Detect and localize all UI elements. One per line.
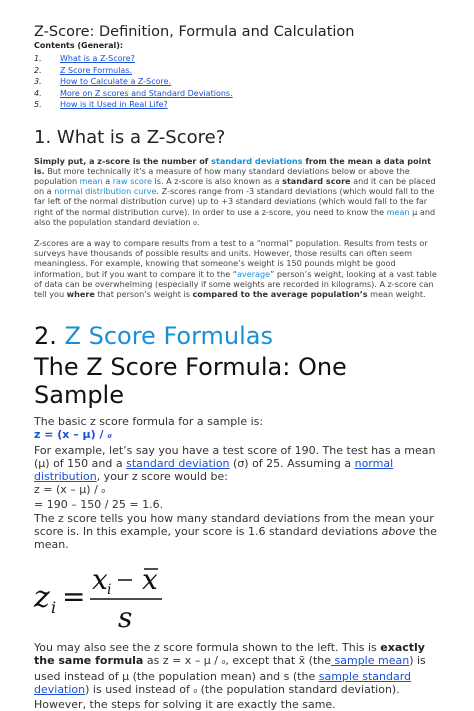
alternate-formula-paragraph: You may also see the z score formula shown to the left. This is exactly the same formula as z = x – μ / σ, except that x̄ (the sample mean) is used instead of μ (the population mean) and s (the sample standard deviation) is used instead of σ (the population standard deviation). However, the steps for solving it are exactly the same. [34, 641, 426, 711]
section1-paragraph1: Simply put, a z-score is the number of standard deviations from the mean a data point is. But more technically it’s a measure of how many standard deviations below or above the population mean a raw score is. A z-score is also known as a standard score and it can be placed on a normal distribution curve. Z-scores range from -3 standard deviations (which would fall to the far left of the normal distribution curve) up to +3 standard deviations (which would fall to the far right of the normal distribution curve). In order to use a z-score, you need to know the mean μ and also the population standard deviation σ. [34, 155, 436, 227]
example-paragraph: For example, let’s say you have a test score of 190. The test has a mean (μ) of 150 and a standard deviation (σ) of 25. Assuming a normal distribution, your z score would be: [34, 443, 436, 483]
sample-z-score-formula-image [34, 563, 440, 633]
document-title: Z-Score: Definition, Formula and Calculation [34, 24, 355, 40]
toc-link-how-to-calculate[interactable]: How to Calculate a Z-Score. [60, 77, 172, 86]
link-normal-distribution-curve[interactable]: normal distribution curve [54, 186, 157, 197]
toc-link-z-score-formulas[interactable]: Z Score Formulas. [60, 65, 133, 75]
calculation-line-2: = 190 – 150 / 25 = 1.6. [34, 498, 164, 512]
svg-text:i: i [51, 598, 57, 618]
toc-item: 3. How to Calculate a Z-Score. [34, 77, 172, 86]
link-average[interactable]: average [236, 268, 271, 279]
svg-text:x: x [142, 563, 158, 597]
toc-link-what-is-z-score[interactable]: What is a Z-Score? [60, 54, 135, 63]
link-standard-deviation[interactable]: standard deviation [126, 456, 230, 470]
link-normal-distribution[interactable]: normal distribution [34, 456, 394, 483]
formula-intro: The basic z score formula for a sample is: [34, 415, 264, 429]
link-sample-mean[interactable]: sample mean [331, 654, 410, 668]
toc-link-real-life[interactable]: How is it Used in Real Life? [60, 100, 168, 109]
interpretation-paragraph: The z score tells you how many standard deviations from the mean your score is. In this example, your score is 1.6 standard deviations above the mean. [34, 511, 437, 551]
section1-heading: 1. What is a Z-Score? [34, 126, 226, 148]
toc-item: 1. What is a Z-Score? [34, 54, 135, 63]
link-sample-standard-deviation[interactable]: sample standard deviation [34, 669, 411, 696]
section2-heading: 2. Z Score Formulas [34, 322, 273, 351]
toc-link-more-on-z-scores[interactable]: More on Z scores and Standard Deviations. [60, 88, 233, 98]
toc-item: 4. More on Z scores and Standard Deviations. [34, 88, 233, 98]
link-mean-2[interactable]: mean [386, 206, 410, 217]
toc-item: 5. How is it Used in Real Life? [34, 100, 168, 109]
link-standard-deviations[interactable]: standard deviations [211, 155, 303, 166]
calculation-line-1: z = (x – μ) / σ [34, 483, 106, 497]
z-score-formula: z = (x – μ) / σ [34, 428, 113, 442]
svg-text:z: z [34, 580, 50, 616]
svg-text:i: i [107, 582, 112, 599]
section1-paragraph2: Z-scores are a way to compare results from a test to a “normal” population. Results from tests or surveys have thousands of possible results and units. However, those results can often seem meaningless. For example, knowing that someone’s weight is 150 pounds might be good information, but if you want to compare it to the “average” person’s weight, looking at a vast table of data can be overwhelming (especially if some weights are recorded in kilograms). A z-score can tell you where that person’s weight is compared to the average population’s mean weight. [34, 237, 437, 299]
svg-text:x: x [92, 563, 108, 597]
svg-text:s: s [118, 601, 133, 634]
toc-item: 2. Z Score Formulas. [34, 65, 133, 75]
contents-label: Contents (General): [34, 41, 124, 50]
section2-subheading: The Z Score Formula: One Sample [34, 353, 347, 410]
svg-text:=: = [62, 580, 86, 614]
table-of-contents [34, 53, 440, 111]
link-raw-score[interactable]: raw score [112, 175, 152, 186]
link-mean[interactable]: mean [79, 175, 103, 186]
